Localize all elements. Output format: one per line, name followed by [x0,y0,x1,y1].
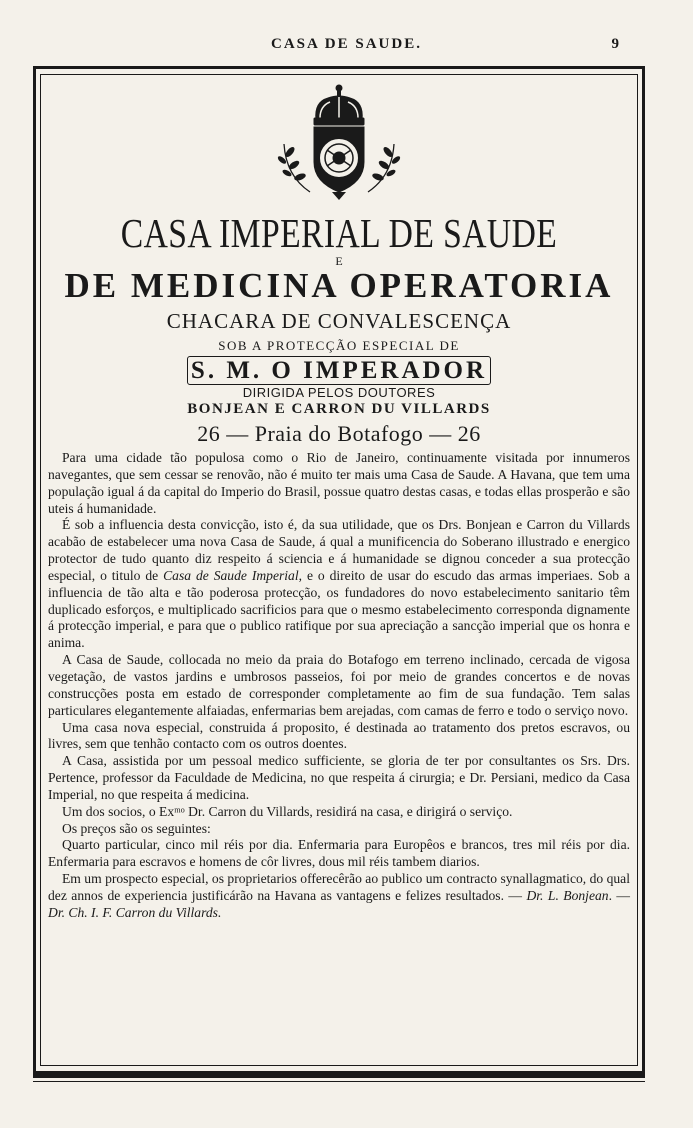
paragraph-9-text: Em um prospecto especial, os proprietarios offerecêrão ao publico um contracto synallagmatico, do qual dez annos de experiencia justificárão na Havana as vantagens e felizes resultados. — [48,871,630,903]
protection-line: SOB A PROTECÇÃO ESPECIAL DE [218,338,460,353]
paragraph-2-part-a: É sob a influencia desta convicção, isto é, da sua utilidade, que os Drs. Bonjean e Carron du Villards acabão de estabelecer uma nova Casa de Saude, á qual a munificencia do Soberano illustrado e energico protector de tudo quanto diz respeito á sciencia e á humanidade se dignou conceder a sua protecção especial, o titulo de [48,517,630,583]
paragraph-2-part-b: , e o direito de usar do escudo das armas imperiaes. Sob a influencia de tão alta e tão poderosa protecção, os fundadores do novo estabelecimento sanitario têm duplicado esforços, e multiplicado sacrificios para que o mesmo estabelecimento corresponda dignamente á protecção imperial, e para que o publico ratifique por sua apreciação a sancção imperial que os honra e anima. [48,567,630,651]
paragraph-5: A Casa, assistida por um pessoal medico sufficiente, se gloria de ter por consultantes os Srs. Drs. Pertence, professor da Faculdade de Medicina, no que respeita á cirurgia; e Dr. Persiani, medico da Casa Imperial, no que respeita á medicina. [48,753,630,802]
patron-text: S. M. O IMPERADOR [187,356,491,385]
paragraph-2 [48,517,630,652]
subtitle: CHACARA DE CONVALESCENÇA [166,309,512,333]
running-title: CASA DE SAUDE. [271,36,422,52]
bottom-rule [33,1074,645,1078]
paragraph-4: Uma casa nova especial, construida á proposito, é destinada ao tratamento dos pretos escravos, ou livres, sem que tenhão contacto com os outros doentes. [48,719,630,752]
patron [48,357,630,385]
page-number: 9 [611,36,619,52]
advertisement [48,80,630,922]
paragraph-6: Um dos socios, o Exᵐᵒ Dr. Carron du Villards, residirá na casa, e dirigirá o serviço. [62,803,513,819]
address: 26 — Praia do Botafogo — 26 [197,421,481,446]
signature-bonjean: Dr. L. Bonjean [526,887,609,903]
signature-separator: . — [608,887,631,903]
body-text [48,450,630,922]
imperial-crown-emblem-icon [254,80,424,205]
paragraph-2-italic: Casa de Saude Imperial [163,567,299,583]
running-head [0,34,693,58]
doctors: BONJEAN E CARRON DU VILLARDS [187,401,491,417]
paragraph-7: Os preços são os seguintes: [62,820,211,836]
paragraph-8: Quarto particular, cinco mil réis por dia. Enfermaria para Europêos e brancos, tres mil réis por dia. Enfermaria para escravos e homens de côr livres, dous mil réis tambem diarios. [48,837,630,870]
title-casa-imperial: CASA IMPERIAL DE SAUDE [120,210,558,256]
signature-carron: Dr. Ch. I. F. Carron du Villards. [48,904,222,920]
title-medicina-operatoria: DE MEDICINA OPERATORIA [64,266,614,305]
bottom-rule-thin [33,1081,645,1082]
title-conjunction: E [335,254,343,268]
paragraph-9 [48,871,630,922]
directed-by: DIRIGIDA PELOS DOUTORES [242,385,436,400]
paragraph-3: A Casa de Saude, collocada no meio da praia do Botafogo em terreno inclinado, cercada de vigosa vegetação, de vastos jardins e umbrosos passeios, foi por meio de grandes concertos e de novas construcções posta em estado de corresponder completamente ao fim de sua fundação. Tem salas particulares elegantemente alfaiadas, enfermarias bem arejadas, com camas de ferro e todo o serviço novo. [48,652,630,718]
paragraph-1: Para uma cidade tão populosa como o Rio de Janeiro, continuamente visitada por innumeros navegantes, que sem cessar se renovão, não é muito ter mais uma Casa de Saude. A Havana, que tem uma população igual á da capital do Imperio do Brasil, possue quatro destas casas, e todas ellas prosperão e são uteis á humanidade. [48,450,630,516]
